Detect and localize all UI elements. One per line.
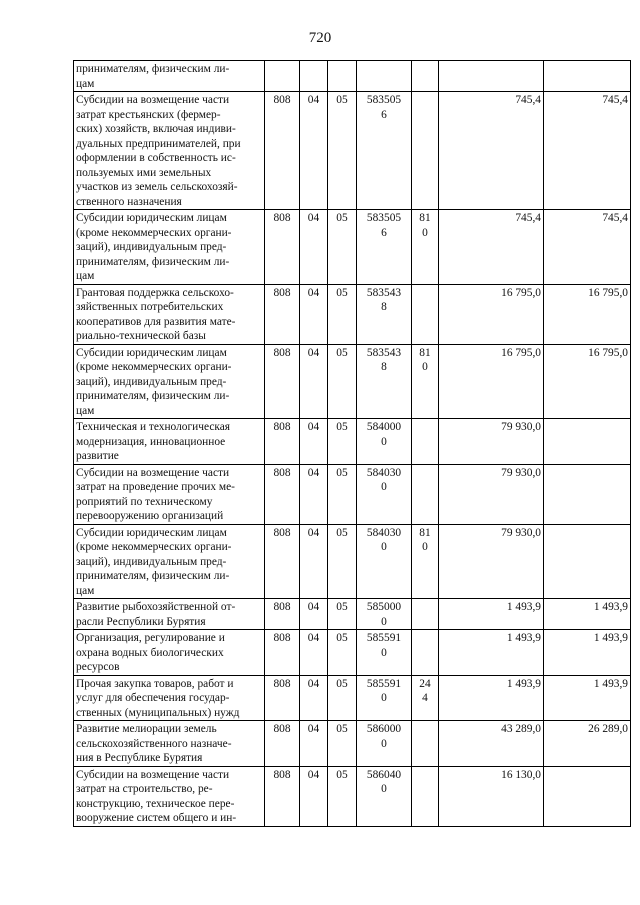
subsection-code-cell: 05 <box>328 92 357 210</box>
row-name-cell: Субсидии на возмещение части затрат на строительство, ре- конструкцию, техническое пере- вооружение систем общего и ин- <box>74 766 265 826</box>
target-article-code-cell: 583505 6 <box>357 92 412 210</box>
amount-secondary-cell: 26 289,0 <box>544 721 631 767</box>
row-name-cell: Техническая и технологическая модернизация, инновационное развитие <box>74 419 265 465</box>
expense-type-code-cell <box>412 92 439 210</box>
amount-cell: 43 289,0 <box>439 721 544 767</box>
amount-secondary-cell: 1 493,9 <box>544 630 631 676</box>
amount-secondary-cell <box>544 464 631 524</box>
subsection-code-cell: 05 <box>328 766 357 826</box>
amount-cell: 16 795,0 <box>439 284 544 344</box>
section-code-cell: 04 <box>300 721 328 767</box>
amount-cell: 745,4 <box>439 92 544 210</box>
section-code-cell: 04 <box>300 524 328 599</box>
amount-secondary-cell <box>544 419 631 465</box>
budget-table <box>73 60 631 827</box>
ministry-code-cell: 808 <box>265 419 300 465</box>
subsection-code-cell <box>328 61 357 92</box>
table-row <box>74 524 631 599</box>
section-code-cell: 04 <box>300 675 328 721</box>
expense-type-code-cell: 24 4 <box>412 675 439 721</box>
ministry-code-cell: 808 <box>265 210 300 285</box>
table-row <box>74 464 631 524</box>
amount-cell: 16 130,0 <box>439 766 544 826</box>
ministry-code-cell: 808 <box>265 599 300 630</box>
section-code-cell: 04 <box>300 464 328 524</box>
row-name-cell: Субсидии на возмещение части затрат крестьянских (фермер- ских) хозяйств, включая индиви- дуальных предпринимателей, при оформлении в собственность ис- пользуемых ими земельных участков из земель сельскохозяй- ственного назначения <box>74 92 265 210</box>
subsection-code-cell: 05 <box>328 210 357 285</box>
row-name-cell: Развитие мелиорации земель сельскохозяйственного назначе- ния в Республике Бурятия <box>74 721 265 767</box>
expense-type-code-cell <box>412 61 439 92</box>
expense-type-code-cell <box>412 419 439 465</box>
table-row <box>74 630 631 676</box>
target-article-code-cell: 583505 6 <box>357 210 412 285</box>
table-row <box>74 766 631 826</box>
expense-type-code-cell: 81 0 <box>412 524 439 599</box>
amount-secondary-cell: 1 493,9 <box>544 675 631 721</box>
target-article-code-cell: 585000 0 <box>357 599 412 630</box>
expense-type-code-cell <box>412 630 439 676</box>
ministry-code-cell: 808 <box>265 92 300 210</box>
amount-cell: 79 930,0 <box>439 419 544 465</box>
ministry-code-cell: 808 <box>265 284 300 344</box>
table-row <box>74 675 631 721</box>
amount-secondary-cell: 745,4 <box>544 92 631 210</box>
subsection-code-cell: 05 <box>328 630 357 676</box>
ministry-code-cell: 808 <box>265 721 300 767</box>
section-code-cell: 04 <box>300 210 328 285</box>
row-name-cell: Организация, регулирование и охрана водных биологических ресурсов <box>74 630 265 676</box>
target-article-code-cell: 586040 0 <box>357 766 412 826</box>
subsection-code-cell: 05 <box>328 721 357 767</box>
section-code-cell: 04 <box>300 419 328 465</box>
target-article-code-cell: 585591 0 <box>357 675 412 721</box>
section-code-cell: 04 <box>300 599 328 630</box>
target-article-code-cell: 583543 8 <box>357 284 412 344</box>
subsection-code-cell: 05 <box>328 524 357 599</box>
amount-secondary-cell: 745,4 <box>544 210 631 285</box>
amount-cell: 1 493,9 <box>439 599 544 630</box>
section-code-cell: 04 <box>300 766 328 826</box>
expense-type-code-cell <box>412 721 439 767</box>
amount-secondary-cell: 1 493,9 <box>544 599 631 630</box>
row-name-cell: Развитие рыбохозяйственной от- расли Республики Бурятия <box>74 599 265 630</box>
row-name-cell: Субсидии юридическим лицам (кроме некоммерческих органи- заций), индивидуальным пред- принимателям, физическим ли- цам <box>74 524 265 599</box>
row-name-cell: принимателям, физическим ли- цам <box>74 61 265 92</box>
amount-secondary-cell: 16 795,0 <box>544 284 631 344</box>
table-row <box>74 284 631 344</box>
amount-cell <box>439 61 544 92</box>
target-article-code-cell: 584030 0 <box>357 464 412 524</box>
section-code-cell: 04 <box>300 630 328 676</box>
subsection-code-cell: 05 <box>328 599 357 630</box>
ministry-code-cell: 808 <box>265 630 300 676</box>
section-code-cell <box>300 61 328 92</box>
subsection-code-cell: 05 <box>328 464 357 524</box>
page-number: 720 <box>308 30 332 46</box>
row-name-cell: Субсидии юридическим лицам (кроме некоммерческих органи- заций), индивидуальным пред- принимателям, физическим ли- цам <box>74 344 265 419</box>
expense-type-code-cell: 81 0 <box>412 210 439 285</box>
table-row <box>74 210 631 285</box>
table-row <box>74 721 631 767</box>
table-row <box>74 599 631 630</box>
ministry-code-cell: 808 <box>265 464 300 524</box>
ministry-code-cell: 808 <box>265 524 300 599</box>
ministry-code-cell: 808 <box>265 675 300 721</box>
table-row <box>74 344 631 419</box>
ministry-code-cell <box>265 61 300 92</box>
amount-secondary-cell <box>544 766 631 826</box>
target-article-code-cell: 584030 0 <box>357 524 412 599</box>
section-code-cell: 04 <box>300 344 328 419</box>
ministry-code-cell: 808 <box>265 344 300 419</box>
row-name-cell: Субсидии юридическим лицам (кроме некоммерческих органи- заций), индивидуальным пред- принимателям, физическим ли- цам <box>74 210 265 285</box>
table-row <box>74 61 631 92</box>
expense-type-code-cell: 81 0 <box>412 344 439 419</box>
amount-cell: 1 493,9 <box>439 675 544 721</box>
amount-cell: 16 795,0 <box>439 344 544 419</box>
amount-cell: 745,4 <box>439 210 544 285</box>
amount-secondary-cell <box>544 524 631 599</box>
target-article-code-cell: 585591 0 <box>357 630 412 676</box>
subsection-code-cell: 05 <box>328 675 357 721</box>
table-row <box>74 92 631 210</box>
subsection-code-cell: 05 <box>328 344 357 419</box>
expense-type-code-cell <box>412 284 439 344</box>
target-article-code-cell: 586000 0 <box>357 721 412 767</box>
amount-secondary-cell <box>544 61 631 92</box>
row-name-cell: Прочая закупка товаров, работ и услуг для обеспечения государ- ственных (муниципальных) нужд <box>74 675 265 721</box>
section-code-cell: 04 <box>300 92 328 210</box>
amount-cell: 1 493,9 <box>439 630 544 676</box>
row-name-cell: Субсидии на возмещение части затрат на проведение прочих ме- роприятий по техническому перевооружению организаций <box>74 464 265 524</box>
row-name-cell: Грантовая поддержка сельскохо- зяйственных потребительских кооперативов для развития мате- риально-технической базы <box>74 284 265 344</box>
subsection-code-cell: 05 <box>328 419 357 465</box>
expense-type-code-cell <box>412 464 439 524</box>
amount-cell: 79 930,0 <box>439 464 544 524</box>
expense-type-code-cell <box>412 766 439 826</box>
section-code-cell: 04 <box>300 284 328 344</box>
ministry-code-cell: 808 <box>265 766 300 826</box>
target-article-code-cell: 584000 0 <box>357 419 412 465</box>
expense-type-code-cell <box>412 599 439 630</box>
target-article-code-cell <box>357 61 412 92</box>
target-article-code-cell: 583543 8 <box>357 344 412 419</box>
amount-secondary-cell: 16 795,0 <box>544 344 631 419</box>
table-row <box>74 419 631 465</box>
amount-cell: 79 930,0 <box>439 524 544 599</box>
subsection-code-cell: 05 <box>328 284 357 344</box>
